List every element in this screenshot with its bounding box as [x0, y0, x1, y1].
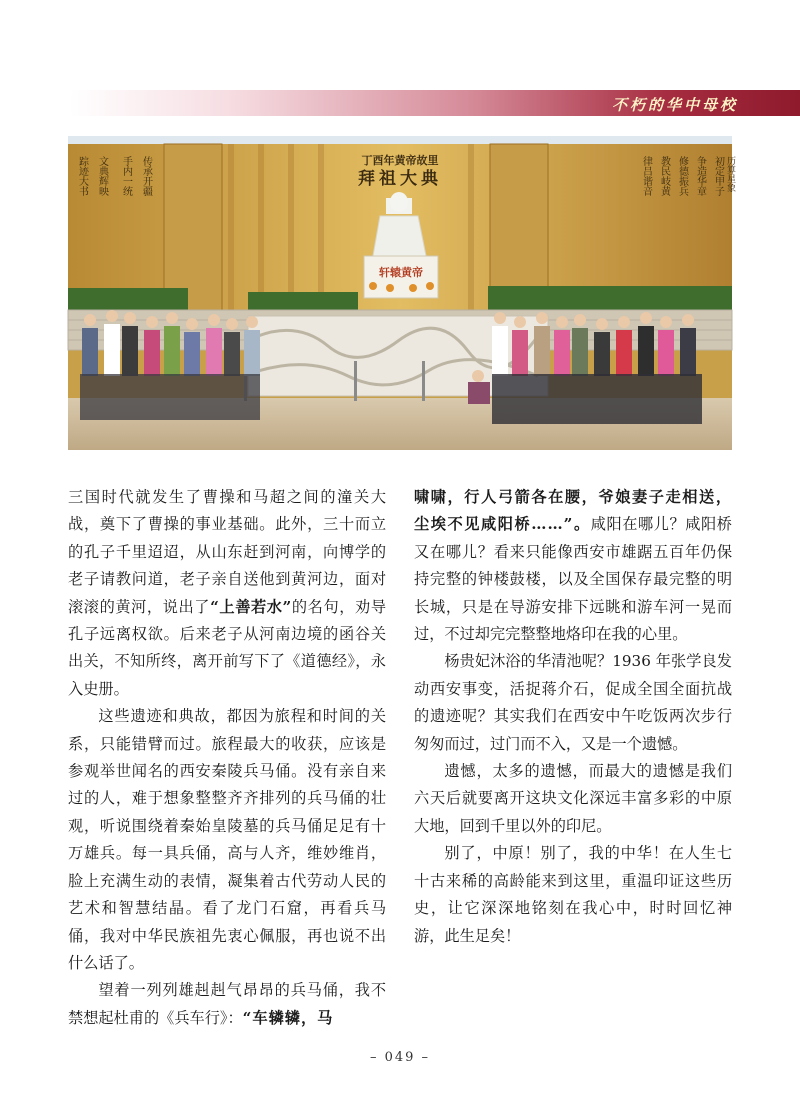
page-number: – 049 – [369, 1050, 431, 1065]
pillar-text: 争造华章 [694, 156, 706, 196]
tour-group-left [80, 310, 260, 420]
text-run: 咸阳在哪儿？咸阳桥又在哪儿？看来只能像西安市雄踞五百年仍保持完整的钟楼鼓楼，以及全国保存最完整的明长城，只是在导游安排下远眺和游车河一晃而过，不过却完完整整地烙印在我的心里。 [414, 515, 732, 644]
pillar-text: 手内一统 [120, 156, 132, 196]
text-column-left [68, 484, 386, 1032]
pillar-text: 教民岐黄 [658, 156, 670, 196]
pedestal-text: 轩辕黄帝 [379, 266, 423, 279]
text-column-right [414, 484, 732, 950]
paragraph: 遗憾，太多的遗憾，而最大的遗憾是我们六天后就要离开这块文化深远丰富多彩的中原大地，回到千里以外的印尼。 [414, 762, 732, 835]
paragraph: 杨贵妃沐浴的华清池呢？1936 年张学良发动西安事变，活捉蒋介石，促成全国全面抗战的遗迹呢？其实我们在西安中午吃饭两次步行匆匆而过，过门而不入，又是一个遗憾。 [414, 652, 732, 753]
paragraph [68, 977, 386, 1032]
pillar-text: 传承开疆 [140, 156, 152, 196]
poem-quote: “车辚辚，马 [242, 1008, 334, 1027]
text-run: 的名句，劝导孔子远离权欲。后来老子从河南边境的函谷关出关，不知所终，离开前写下了《道德经》，永入史册。 [68, 597, 387, 698]
paragraph [414, 484, 732, 648]
banner-top-text: 丁酉年黄帝故里 [361, 154, 439, 167]
text-run: 望着一列列雄赳赳气昂昂的兵马俑，我不禁想起杜甫的《兵车行》： [68, 981, 386, 1027]
paragraph: 别了，中原！别了，我的中华！在人生七十古来稀的高龄能来到这里，重温印证这些历史，让它深深地铭刻在我心中，时时回忆神游，此生足矣！ [414, 844, 732, 945]
header-title: 不朽的华中母校 [611, 96, 738, 114]
pillar-text: 历算星象 [725, 156, 735, 192]
poem-quote: 啸啸，行人弓箭各在腰，爷娘妻子走相送，尘埃不见咸阳桥……”。 [414, 488, 732, 534]
paragraph [68, 484, 386, 703]
group-photo [68, 136, 735, 450]
pillar-text: 修德振兵 [676, 156, 688, 196]
paragraph: 这些遗迹和典故，都因为旅程和时间的关系，只能错臂而过。旅程最大的收获，应该是参观举世闻名的西安秦陵兵马俑。没有亲自来过的人，难于想象整整齐齐排列的兵马俑的壮观，听说围绕着秦始皇陵墓的兵马俑足足有十万雄兵。每一具兵俑，高与人齐，维妙维肖，脸上充满生动的表情，凝集着古代劳动人民的艺术和智慧结晶。看了龙门石窟，再看兵马俑，我对中华民族祖先衷心佩服，再也说不出什么话了。 [68, 707, 386, 972]
text-run: 三国时代就发生了曹操和马超之间的潼关大战，奠下了曹操的事业基础。此外，三十而立的孔子千里迢迢，从山东赶到河南，向博学的老子请教问道，老子亲自送他到黄河边，面对滚滚的黄河，说出了 [68, 488, 386, 616]
pillar-text: 文典辉映 [96, 156, 108, 196]
pillar-text: 踪迹大书 [76, 156, 88, 196]
quote-bold: “上善若水” [210, 597, 292, 616]
pillar-text: 初定甲子 [712, 156, 724, 196]
banner-main-text: 拜祖大典 [358, 169, 442, 189]
pillar-text: 律吕谐音 [640, 156, 652, 196]
